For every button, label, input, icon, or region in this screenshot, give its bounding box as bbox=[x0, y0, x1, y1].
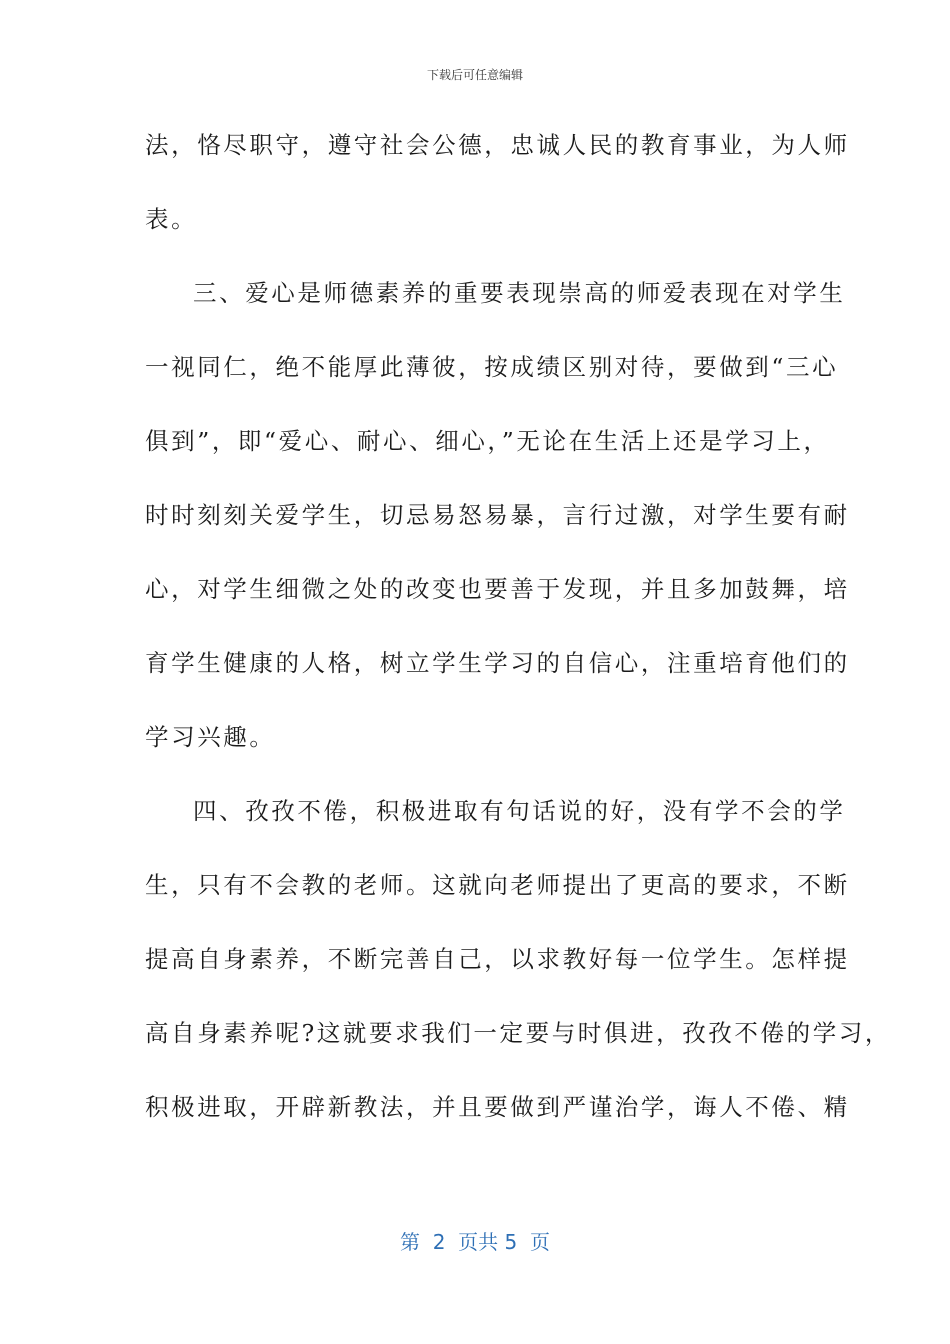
text-line: 生，只有不会教的老师。这就向老师提出了更高的要求，不断 bbox=[145, 871, 850, 899]
page-number-footer: 第 2 页共 5 页 bbox=[400, 1230, 550, 1254]
text-line: 育学生健康的人格，树立学生学习的自信心，注重培育他们的 bbox=[145, 649, 850, 677]
text-line: 心，对学生细微之处的改变也要善于发现，并且多加鼓舞，培 bbox=[145, 575, 850, 603]
text-line: 提高自身素养，不断完善自己，以求教好每一位学生。怎样提 bbox=[145, 945, 850, 973]
page-header: 下载后可任意编辑 bbox=[426, 68, 523, 82]
text-line: 时时刻刻关爱学生，切忌易怒易暴，言行过激，对学生要有耐 bbox=[145, 501, 850, 529]
text-line: 积极进取，开辟新教法，并且要做到严谨治学，诲人不倦、精 bbox=[145, 1093, 850, 1121]
text-line: 学习兴趣。 bbox=[145, 723, 276, 751]
text-line: 表。 bbox=[145, 205, 198, 233]
paragraph-start-line: 四、孜孜不倦，积极进取有句话说的好，没有学不会的学 bbox=[193, 797, 846, 825]
text-line: 一视同仁，绝不能厚此薄彼，按成绩区别对待，要做到“三心 bbox=[145, 353, 839, 381]
text-line: 法，恪尽职守，遵守社会公德，忠诚人民的教育事业，为人师 bbox=[145, 131, 850, 159]
text-line: 高自身素养呢?这就要求我们一定要与时俱进，孜孜不倦的学习， bbox=[145, 1019, 891, 1047]
document-body bbox=[145, 112, 891, 1148]
paragraph-start-line: 三、爱心是师德素养的重要表现崇高的师爱表现在对学生 bbox=[193, 279, 846, 307]
text-line: 俱到”，即“爱心、耐心、细心，”无论在生活上还是学习上， bbox=[145, 427, 830, 455]
